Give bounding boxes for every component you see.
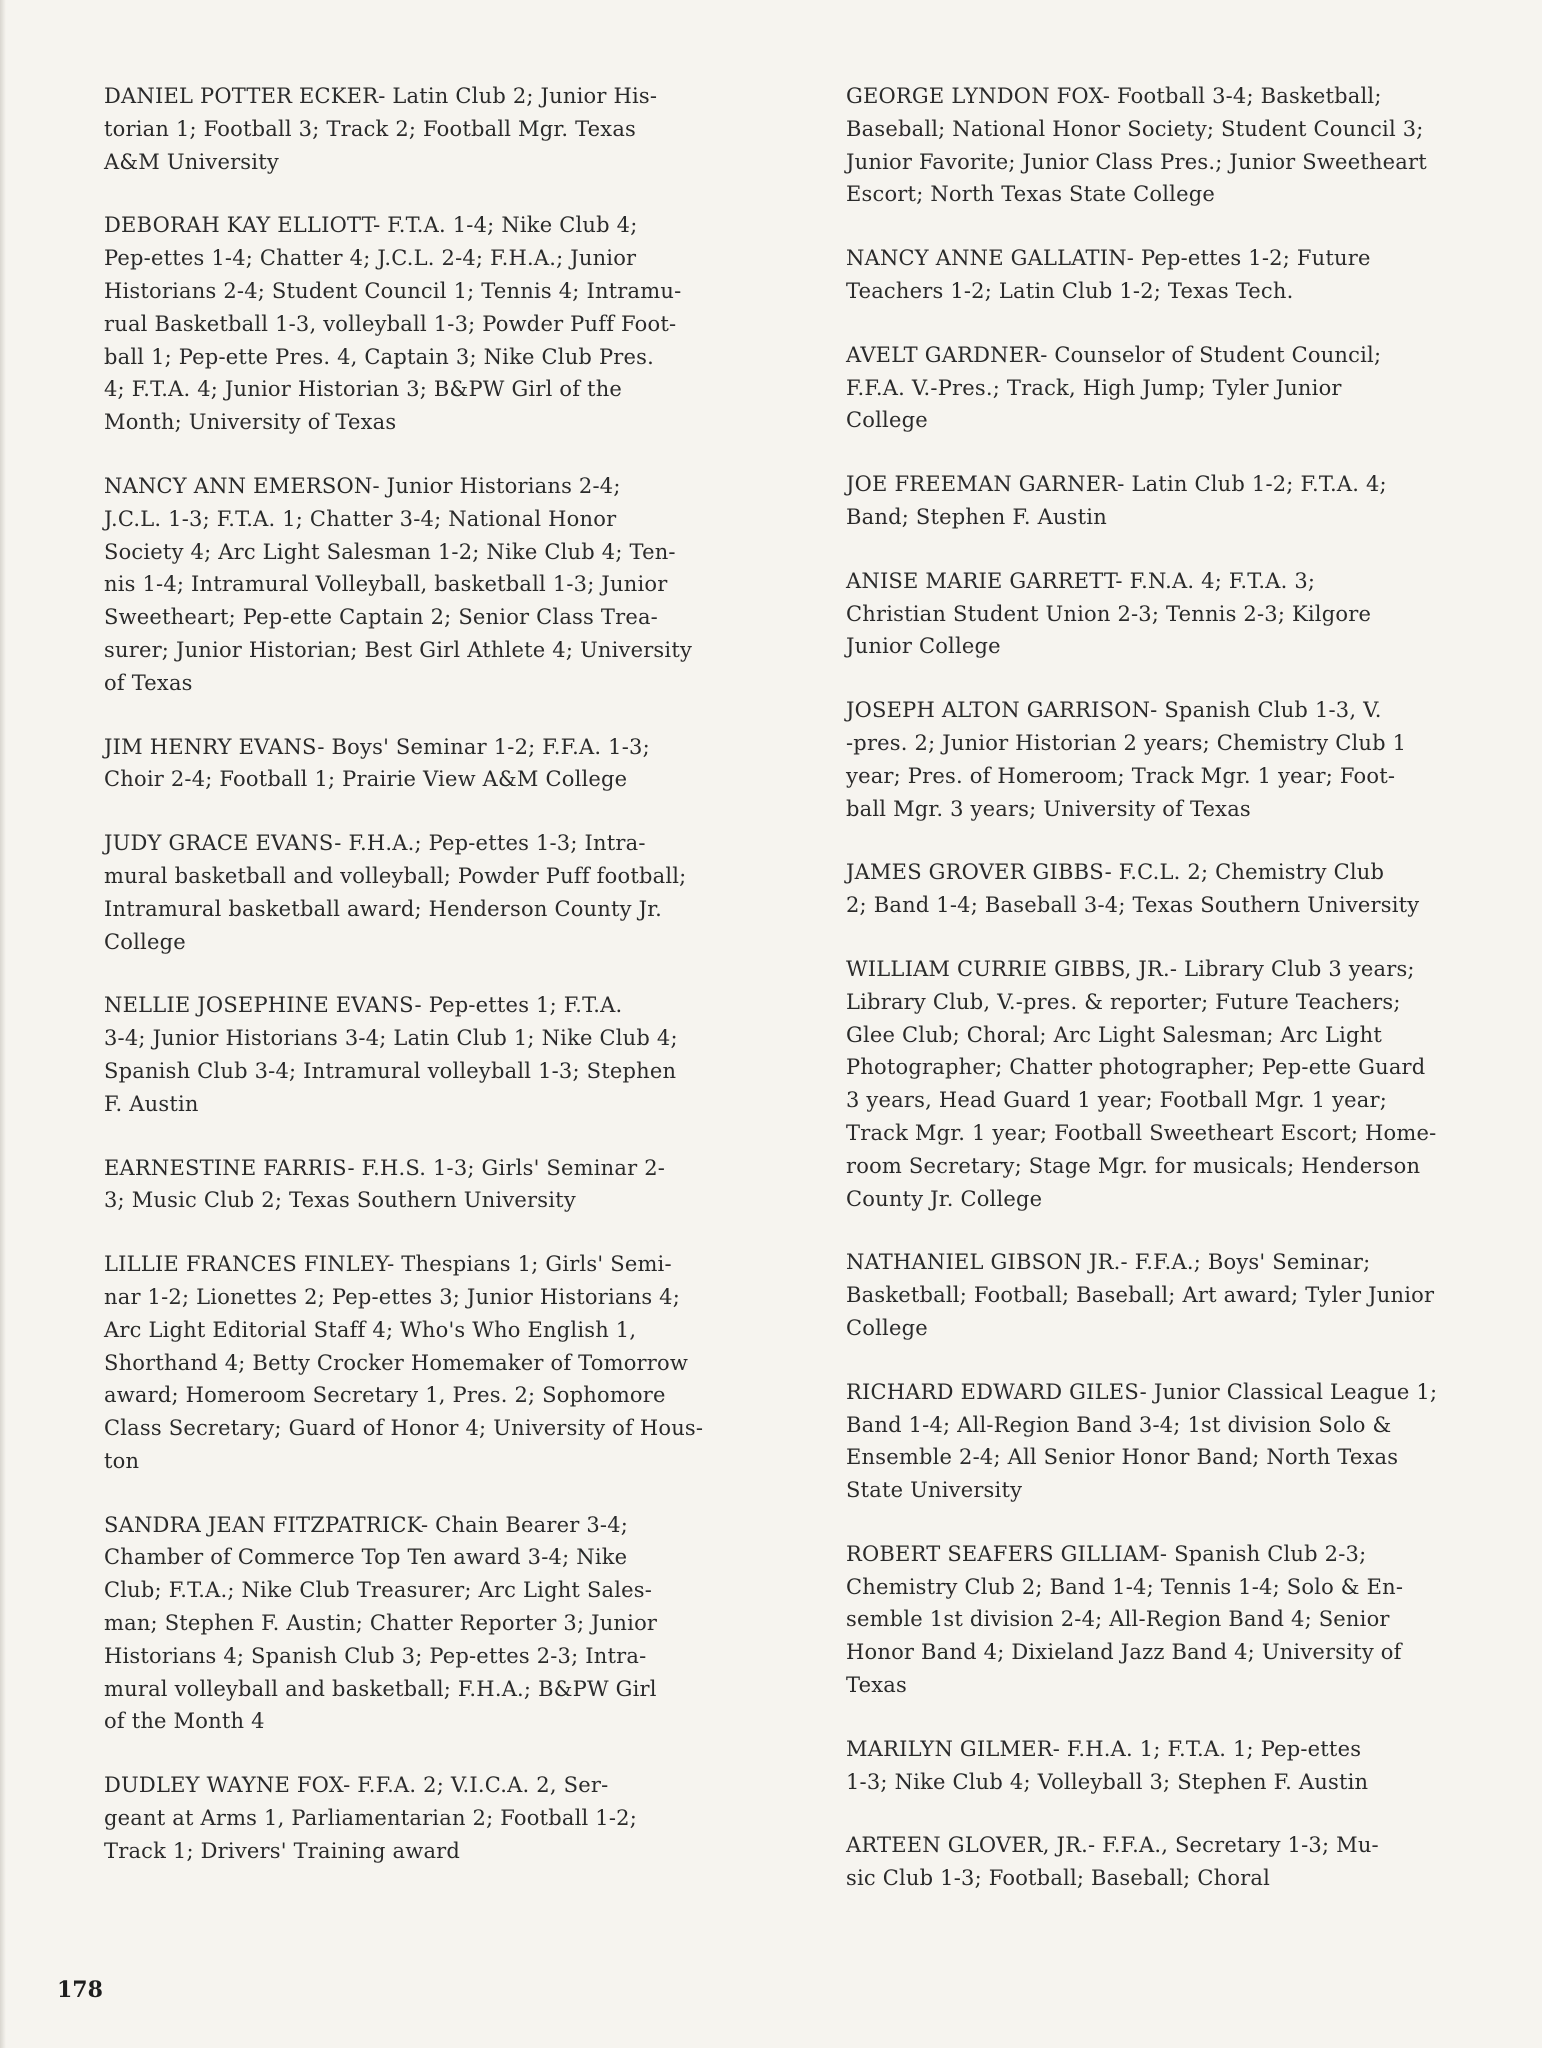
senior-entry: SANDRA JEAN FITZPATRICK- Chain Bearer 3-4; Chamber of Commerce Top Ten award 3-4; Nike Club; F.T.A.; Nike Club Treasurer; Arc Light Sales- man; Stephen F. Austin; Chatter Reporter 3; Junior Historians 4; Spanish Club 3; Pep-ettes 2-3; Intra- mural volleyball and basketball; F.H.A.; B&PW Girl of the Month 4 [104,1512,658,1734]
senior-entry: DEBORAH KAY ELLIOTT- F.T.A. 1-4; Nike Club 4; Pep-ettes 1-4; Chatter 4; J.C.L. 2-4; F.H.A.; Junior Historians 2-4; Student Council 1; Tennis 4; Intramu- rual Basketball 1-3, volleyball 1-3; Powder Puff Foot- ball 1; Pep-ette Pres. 4, Captain 3; Nike Club Pres. 4; F.T.A. 4; Junior Historian 3; B&PW Girl of the Month; University of Texas [104,213,682,435]
senior-entry: GEORGE LYNDON FOX- Football 3-4; Basketball; Baseball; National Honor Society; Student Council 3; Junior Favorite; Junior Class Pres.; Junior Sweetheart Escort; North Texas State College [846,84,1427,207]
senior-entry: AVELT GARDNER- Counselor of Student Council; F.F.A. V.-Pres.; Track, High Jump; Tyler Junior College [846,342,1382,433]
senior-entry: WILLIAM CURRIE GIBBS, JR.- Library Club 3 years; Library Club, V.-pres. & reporter; Future Teachers; Glee Club; Choral; Arc Light Salesman; Arc Light Photographer; Chatter photographer; Pep-ette Guard 3 years, Head Guard 1 year; Football Mgr. 1 year; Track Mgr. 1 year; Football Sweetheart Escort; Home- room Secretary; Stage Mgr. for musicals; Henderson County Jr. College [846,956,1437,1211]
senior-entry: NATHANIEL GIBSON JR.- F.F.A.; Boys' Seminar; Basketball; Football; Baseball; Art award; Tyler Junior College [846,1250,1435,1340]
page-number: 178 [57,1977,103,2003]
senior-entry: JIM HENRY EVANS- Boys' Seminar 1-2; F.F.A. 1-3; Choir 2-4; Football 1; Prairie View A&M College [104,734,650,792]
senior-entry: ANISE MARIE GARRETT- F.N.A. 4; F.T.A. 3; Christian Student Union 2-3; Tennis 2-3; Kilgore Junior College [846,568,1372,659]
scan-shadow-edge [0,0,6,2048]
senior-entry: LILLIE FRANCES FINLEY- Thespians 1; Girls' Semi- nar 1-2; Lionettes 2; Pep-ettes 3; Junior Historians 4; Arc Light Editorial Staff 4; Who's Who English 1, Shorthand 4; Betty Crocker Homemaker of Tomorrow award; Homeroom Secretary 1, Pres. 2; Sophomore Class Secretary; Guard of Honor 4; University of Hous- ton [104,1252,704,1473]
senior-entry: EARNESTINE FARRIS- F.H.S. 1-3; Girls' Seminar 2- 3; Music Club 2; Texas Southern University [104,1155,666,1213]
senior-entry: RICHARD EDWARD GILES- Junior Classical League 1; Band 1-4; All-Region Band 3-4; 1st division Solo & Ensemble 2-4; All Senior Honor Band; North Texas State University [846,1379,1438,1503]
senior-entry: ARTEEN GLOVER, JR.- F.F.A., Secretary 1-3; Mu- sic Club 1-3; Football; Baseball; Choral [846,1833,1379,1891]
senior-entry: JAMES GROVER GIBBS- F.C.L. 2; Chemistry Club 2; Band 1-4; Baseball 3-4; Texas Southern University [846,860,1420,918]
senior-entry: MARILYN GILMER- F.H.A. 1; F.T.A. 1; Pep-ettes 1-3; Nike Club 4; Volleyball 3; Stephen F. Austin [846,1736,1369,1794]
senior-entry: NELLIE JOSEPHINE EVANS- Pep-ettes 1; F.T.A. 3-4; Junior Historians 3-4; Latin Club 1; Nike Club 4; Spanish Club 3-4; Intramural volleyball 1-3; Stephen F. Austin [104,993,678,1116]
senior-entry: NANCY ANN EMERSON- Junior Historians 2-4; J.C.L. 1-3; F.T.A. 1; Chatter 3-4; National Honor Society 4; Arc Light Salesman 1-2; Nike Club 4; Ten- nis 1-4; Intramural Volleyball, basketball 1-3; Junior Sweetheart; Pep-ette Captain 2; Senior Class Trea- surer; Junior Historian; Best Girl Athlete 4; University of Texas [104,473,693,695]
senior-entry: NANCY ANNE GALLATIN- Pep-ettes 1-2; Future Teachers 1-2; Latin Club 1-2; Texas Tech. [846,246,1371,303]
senior-entry: JUDY GRACE EVANS- F.H.A.; Pep-ettes 1-3; Intra- mural basketball and volleyball; Powder Puff football; Intramural basketball award; Henderson County Jr. College [104,831,687,954]
senior-entry: DANIEL POTTER ECKER- Latin Club 2; Junior His- torian 1; Football 3; Track 2; Football Mgr. Texas A&M University [104,84,658,174]
senior-entry: DUDLEY WAYNE FOX- F.F.A. 2; V.I.C.A. 2, Ser- geant at Arms 1, Parliamentarian 2; Football 1-2; Track 1; Drivers' Training award [104,1773,637,1863]
left-column [104,80,744,1899]
right-column [846,80,1486,1926]
senior-entry: ROBERT SEAFERS GILLIAM- Spanish Club 2-3; Chemistry Club 2; Band 1-4; Tennis 1-4; Solo & En- semble 1st division 2-4; All-Region Band 4; Senior Honor Band 4; Dixieland Jazz Band 4; University of Texas [846,1541,1404,1698]
senior-entry: JOSEPH ALTON GARRISON- Spanish Club 1-3, V. -pres. 2; Junior Historian 2 years; Chemistry Club 1 year; Pres. of Homeroom; Track Mgr. 1 year; Foot- ball Mgr. 3 years; University of Texas [846,698,1407,821]
senior-entry: JOE FREEMAN GARNER- Latin Club 1-2; F.T.A. 4; Band; Stephen F. Austin [846,472,1387,529]
